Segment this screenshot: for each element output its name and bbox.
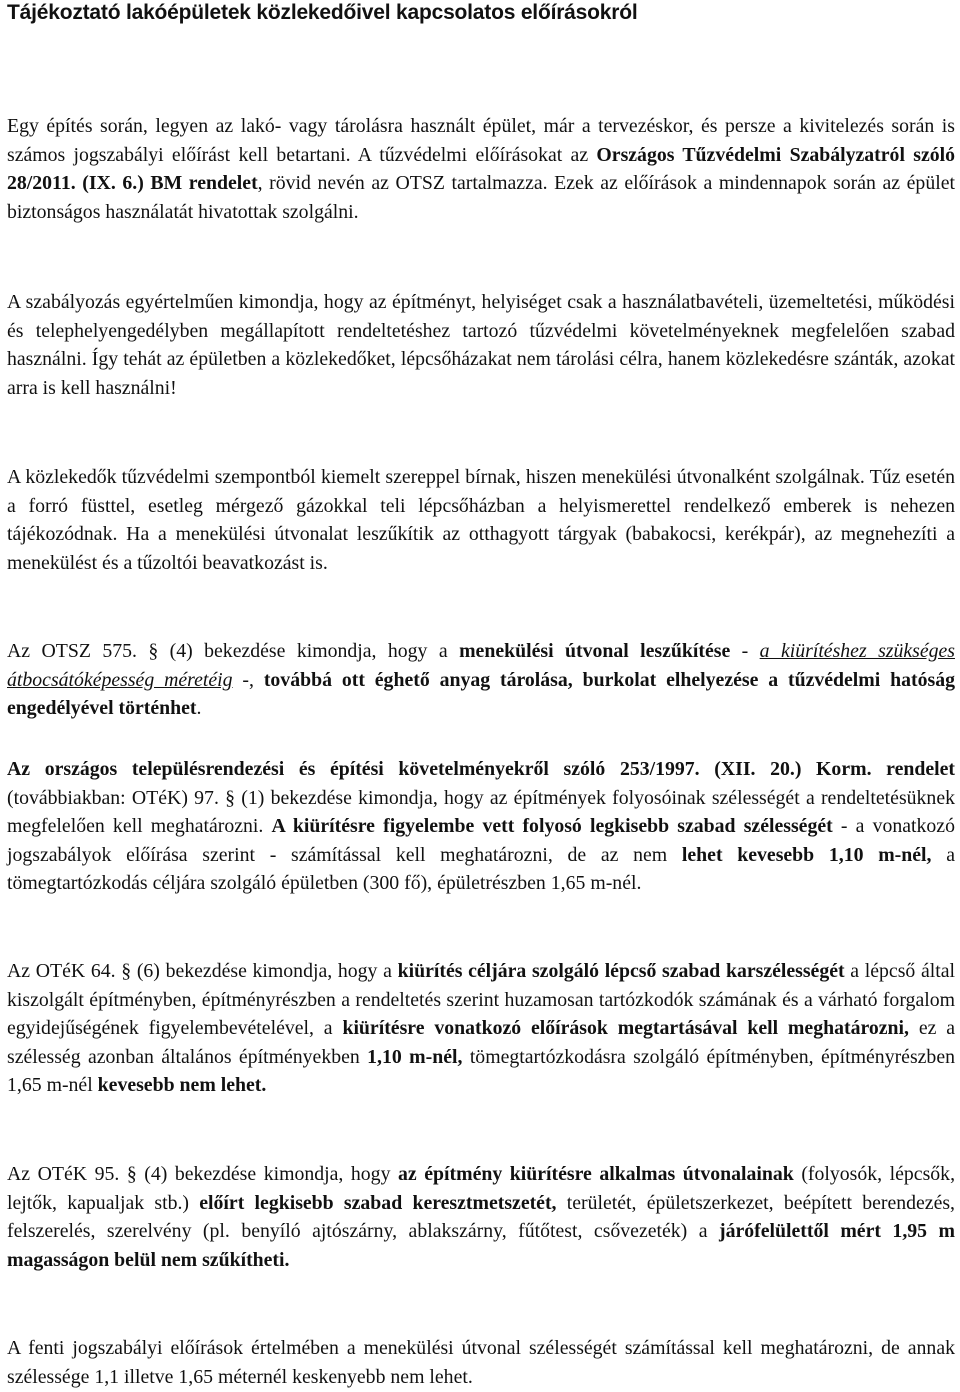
text-run: a tömegtartózkodás céljára szolgáló épületben (300 fő), épületrészben 1,65 m-nél. (7, 843, 955, 895)
text-run: - (730, 640, 760, 662)
text-run: A kiürítésre figyelembe vett folyosó legkisebb szabad szélességét (271, 815, 833, 838)
text-run: Országos Tűzvédelmi Szabályzatról szóló 28/2011. (IX. 6.) BM rendelet (7, 143, 955, 195)
text-run: a kiürítéshez szükséges átbocsátóképesség méretéig (7, 640, 955, 691)
text-run: Az országos településrendezési és építési követelményekről szóló 253/1997. (XII. 20.) Korm. rendelet (7, 758, 955, 780)
text-run: - a vonatkozó jogszabályok előírása szerint - számítással kell meghatározni, de az nem (7, 815, 955, 866)
text-run: járófelülettől mért 1,95 m magasságon belül nem szűkítheti. (7, 1220, 955, 1271)
text-run: . (196, 697, 202, 720)
paragraph-otek-64 (7, 957, 955, 1100)
text-run: kiürítés céljára szolgáló lépcső szabad karszélességét (397, 960, 845, 982)
paragraph-otek-95 (7, 1160, 955, 1274)
text-run: , rövid nevén az OTSZ tartalmazza. Ezek az előírások a mindennapok során az épület biztonságos használatát hivatottak szolgálni. (7, 172, 955, 223)
text-run: (folyosók, lépcsők, lejtők, kapualjak stb.) (7, 1163, 956, 1214)
text-run: az építmény kiürítésre alkalmas útvonalainak (398, 1163, 794, 1185)
paragraph-otsz-575 (7, 637, 955, 723)
paragraph-escape-routes (7, 463, 955, 577)
text-run: Az OTSZ 575. § (4) bekezdése kimondja, hogy a (7, 640, 460, 662)
text-run: ez a szélesség azonban általános építményekben (7, 1017, 956, 1068)
text-run: menekülési útvonal leszűkítése (459, 640, 731, 662)
document-title: Tájékoztató lakóépületek közlekedőivel kapcsolatos előírásokról (7, 1, 638, 24)
text-run: területét, épületszerkezet, beépített berendezés, felszerelés, szerelvény (pl. benyíló ajtószárny, ablakszárny, fűtőtest, csővezeték) a (7, 1191, 955, 1243)
text-run: Az OTéK 64. § (6) bekezdése kimondja, hogy a (7, 960, 398, 982)
paragraph-summary (7, 1334, 955, 1391)
paragraph-intro (7, 112, 955, 226)
text-run: előírt legkisebb szabad keresztmetszetét, (199, 1191, 557, 1214)
text-run: A fenti jogszabályi előírások értelmében a menekülési útvonal szélességét számítással kell meghatározni, de annak szélessége 1,1 illetve 1,65 méternél keskenyebb nem lehet. (7, 1337, 955, 1388)
text-run: A közlekedők tűzvédelmi szempontból kiemelt szereppel bírnak, hiszen menekülési útvonalként szolgálnak. Tűz esetén a forró füsttel, esetleg mérgező gázokkal teli lépcsőházban a helyismerettel rendelkező emberek is nehezen tájékozódnak. Ha a menekülési útvonalat leszűkítik az otthagyott tárgyak (babakocsi, kerékpár), az megnehezíti a menekülést és a tűzoltói beavatkozást is. (7, 466, 955, 574)
paragraph-otek-97 (7, 755, 955, 898)
text-run: -, (232, 668, 264, 691)
text-run: továbbá ott éghető anyag tárolása, burkolat elhelyezése a tűzvédelmi hatóság engedélyével történhet (7, 668, 955, 720)
text-run: A szabályozás egyértelműen kimondja, hogy az építményt, helyiséget csak a használatbavételi, üzemeltetési, működési és telephelyengedélyben megállapított rendeltetéshez tartozó tűzvédelmi követelményeknek megfelelően szabad használni. Így tehát az épületben a közlekedőket, lépcsőházakat nem tárolási célra, hanem közlekedésre szánták, azokat arra is kell használni! (7, 291, 955, 399)
text-run: Az OTéK 95. § (4) bekezdése kimondja, hogy (7, 1163, 399, 1185)
text-run: lehet kevesebb 1,10 m-nél, (681, 843, 932, 866)
paragraph-regulation (7, 288, 955, 402)
text-run: (továbbiakban: OTéK) 97. § (1) bekezdése kimondja, hogy az építmények folyosóinak szélességét a rendeltetésüknek megfelelően kell meghatározni. (7, 786, 955, 838)
text-run: kevesebb nem lehet. (97, 1074, 267, 1097)
text-run: Egy építés során, legyen az lakó- vagy tárolásra használt épület, már a tervezéskor, és persze a kivitelezés során is számos jogszabályi előírást kell betartani. A tűzvédelmi előírásokat az (7, 115, 955, 166)
document-page (7, 0, 956, 1388)
text-run: kiürítésre vonatkozó előírások megtartásával kell meghatározni, (342, 1017, 909, 1040)
text-run: a lépcső által kiszolgált építményben, építményrészben a rendeltetés szerint huzamosan tartózkodók számának és a várható forgalom egyidejűségének figyelembevételével, a (7, 960, 956, 1040)
text-run: 1,10 m-nél, (367, 1045, 463, 1068)
text-run: tömegtartózkodásra szolgáló építményben, építményrészben 1,65 m-nél (7, 1045, 955, 1097)
